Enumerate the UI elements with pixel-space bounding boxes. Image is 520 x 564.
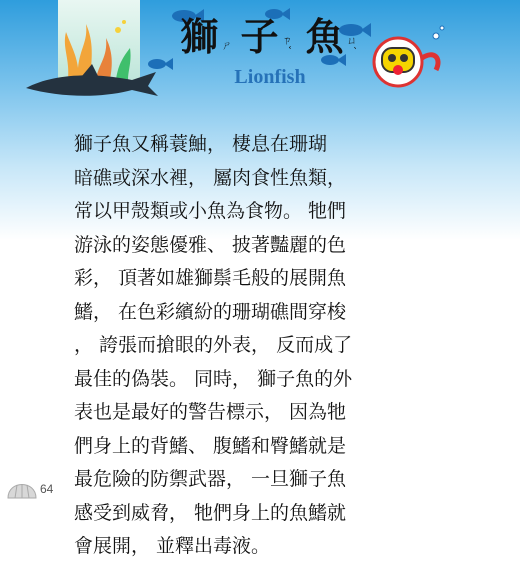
title-char: 魚ㄩˊ bbox=[305, 14, 356, 59]
title-char: 子ㄗˇ bbox=[240, 14, 291, 59]
diver-mascot-icon bbox=[372, 22, 452, 90]
text-line: 鰭， 在色彩繽紛的珊瑚礁間穿梭 bbox=[74, 300, 347, 323]
text-line: 最佳的偽裝。 同時， 獅子魚的外 bbox=[74, 367, 353, 390]
body-text bbox=[74, 128, 474, 564]
text-line: 游泳的姿態優雅、 披著豔麗的色 bbox=[74, 233, 347, 256]
text-line: 最危險的防禦武器， 一旦獅子魚 bbox=[74, 468, 347, 490]
page-subtitle: Lionfish bbox=[234, 66, 306, 88]
text-line: 感受到威脅， 牠們身上的魚鰭就 bbox=[74, 501, 347, 524]
title-block bbox=[170, 14, 370, 89]
text-line: 彩， 頂著如雄獅鬃毛般的展開魚 bbox=[74, 267, 347, 289]
text-line: 常以甲殼類或小魚為食物。 牠們 bbox=[74, 200, 347, 222]
text-line: 會展開， 並釋出毒液。 bbox=[74, 535, 271, 557]
title-char: 獅ㄕ bbox=[180, 14, 231, 59]
text-line: 暗礁或深水裡， 屬肉食性魚類， bbox=[74, 166, 347, 189]
page-title bbox=[170, 14, 370, 59]
text-line: 獅子魚又稱蓑鮋， 棲息在珊瑚 bbox=[74, 133, 328, 155]
shark-icon bbox=[22, 62, 162, 102]
text-line: 表也是最好的警告標示， 因為牠 bbox=[74, 401, 347, 423]
shell-icon bbox=[6, 468, 38, 500]
page-number: 64 bbox=[40, 482, 54, 496]
text-line: 們身上的背鰭、 腹鰭和臀鰭就是 bbox=[74, 434, 347, 457]
text-line: ， 誇張而搶眼的外表， 反而成了 bbox=[74, 334, 353, 356]
